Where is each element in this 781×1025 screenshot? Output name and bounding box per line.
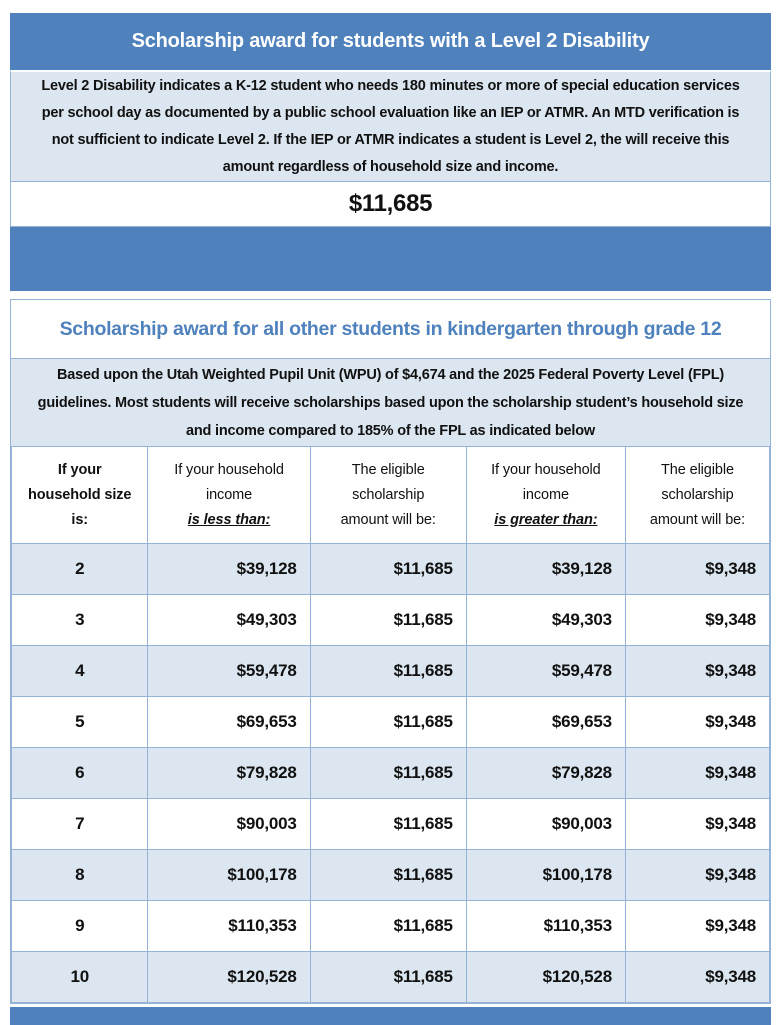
income-greater-than-cell: $59,478: [466, 646, 625, 697]
scholarship-below-cell: $11,685: [310, 748, 466, 799]
income-less-than-cell: $59,478: [148, 646, 310, 697]
table-column-header-1: If your household size is:: [12, 447, 148, 544]
scholarship-above-cell: $9,348: [625, 799, 769, 850]
level2-description: [10, 70, 771, 181]
table-row-size-2: [12, 544, 770, 595]
scholarship-above-cell: $9,348: [625, 850, 769, 901]
table-column-header-2: If your household income is less than:: [148, 447, 310, 544]
household-size-cell: 5: [12, 697, 148, 748]
table-column-header-3: The eligible scholarship amount will be:: [310, 447, 466, 544]
general-section: [10, 299, 771, 1004]
income-less-than-cell: $79,828: [148, 748, 310, 799]
table-row-size-8: [12, 850, 770, 901]
table-column-header-5: The eligible scholarship amount will be:: [625, 447, 769, 544]
income-greater-than-cell: $120,528: [466, 952, 625, 1003]
scholarship-above-cell: $9,348: [625, 952, 769, 1003]
scholarship-below-cell: $11,685: [310, 799, 466, 850]
income-greater-than-cell: $39,128: [466, 544, 625, 595]
table-header-row: [12, 447, 770, 544]
table-row-size-9: [12, 901, 770, 952]
income-less-than-cell: $49,303: [148, 595, 310, 646]
general-section-title: Scholarship award for all other students in kindergarten through grade 12: [11, 300, 770, 358]
income-less-than-cell: $120,528: [148, 952, 310, 1003]
scholarship-above-cell: $9,348: [625, 901, 769, 952]
scholarship-above-cell: $9,348: [625, 595, 769, 646]
household-size-cell: 3: [12, 595, 148, 646]
scholarship-below-cell: $11,685: [310, 595, 466, 646]
scholarship-below-cell: $11,685: [310, 697, 466, 748]
section-separator-bar: [10, 227, 771, 291]
income-greater-than-cell: $110,353: [466, 901, 625, 952]
scholarship-table: [11, 446, 770, 1003]
household-size-cell: 6: [12, 748, 148, 799]
level2-amount-value: $11,685: [348, 190, 433, 217]
scholarship-above-cell: $9,348: [625, 646, 769, 697]
household-size-cell: 4: [12, 646, 148, 697]
table-row-size-6: [12, 748, 770, 799]
table-row-size-5: [12, 697, 770, 748]
income-greater-than-cell: $90,003: [466, 799, 625, 850]
income-greater-than-cell: $100,178: [466, 850, 625, 901]
scholarship-below-cell: $11,685: [310, 646, 466, 697]
income-less-than-cell: $90,003: [148, 799, 310, 850]
section-gap: [10, 291, 771, 299]
income-greater-than-cell: $49,303: [466, 595, 625, 646]
document-content: [10, 13, 771, 1025]
scholarship-below-cell: $11,685: [310, 952, 466, 1003]
scholarship-below-cell: $11,685: [310, 901, 466, 952]
table-row-size-4: [12, 646, 770, 697]
scholarship-table-head: [12, 447, 770, 544]
income-less-than-cell: $39,128: [148, 544, 310, 595]
table-row-size-7: [12, 799, 770, 850]
table-row-size-3: [12, 595, 770, 646]
level2-amount-box: [10, 181, 771, 227]
scholarship-table-body: [12, 544, 770, 1003]
scholarship-above-cell: $9,348: [625, 697, 769, 748]
household-size-cell: 10: [12, 952, 148, 1003]
income-greater-than-cell: $79,828: [466, 748, 625, 799]
income-greater-than-cell: $69,653: [466, 697, 625, 748]
level2-section-title: Scholarship award for students with a Level 2 Disability: [131, 30, 650, 52]
scholarship-above-cell: $9,348: [625, 544, 769, 595]
table-row-size-10: [12, 952, 770, 1003]
scholarship-below-cell: $11,685: [310, 544, 466, 595]
level2-description-text: Level 2 Disability indicates a K-12 student who needs 180 minutes or more of special education services per school day as documented by a public school evaluation like an IEP or ATMR. An MTD verification is not sufficient to indicate Level 2. If the IEP or ATMR indicates a student is Level 2, the will receive this amount regardless of household size and income.: [41, 77, 740, 175]
income-less-than-cell: $69,653: [148, 697, 310, 748]
household-size-cell: 9: [12, 901, 148, 952]
level2-section-header-bar: [10, 13, 771, 70]
general-description-text: Based upon the Utah Weighted Pupil Unit (WPU) of $4,674 and the 2025 Federal Poverty Level (FPL) guidelines. Most students will receive scholarships based upon the scholarship student’s household size and income compared to 185% of the FPL as indicated below: [37, 366, 744, 439]
footer-bar: [10, 1007, 771, 1025]
income-less-than-cell: $110,353: [148, 901, 310, 952]
income-less-than-cell: $100,178: [148, 850, 310, 901]
general-description: [11, 358, 770, 446]
scholarship-below-cell: $11,685: [310, 850, 466, 901]
household-size-cell: 8: [12, 850, 148, 901]
household-size-cell: 2: [12, 544, 148, 595]
table-column-header-4: If your household income is greater than:: [466, 447, 625, 544]
household-size-cell: 7: [12, 799, 148, 850]
scholarship-above-cell: $9,348: [625, 748, 769, 799]
